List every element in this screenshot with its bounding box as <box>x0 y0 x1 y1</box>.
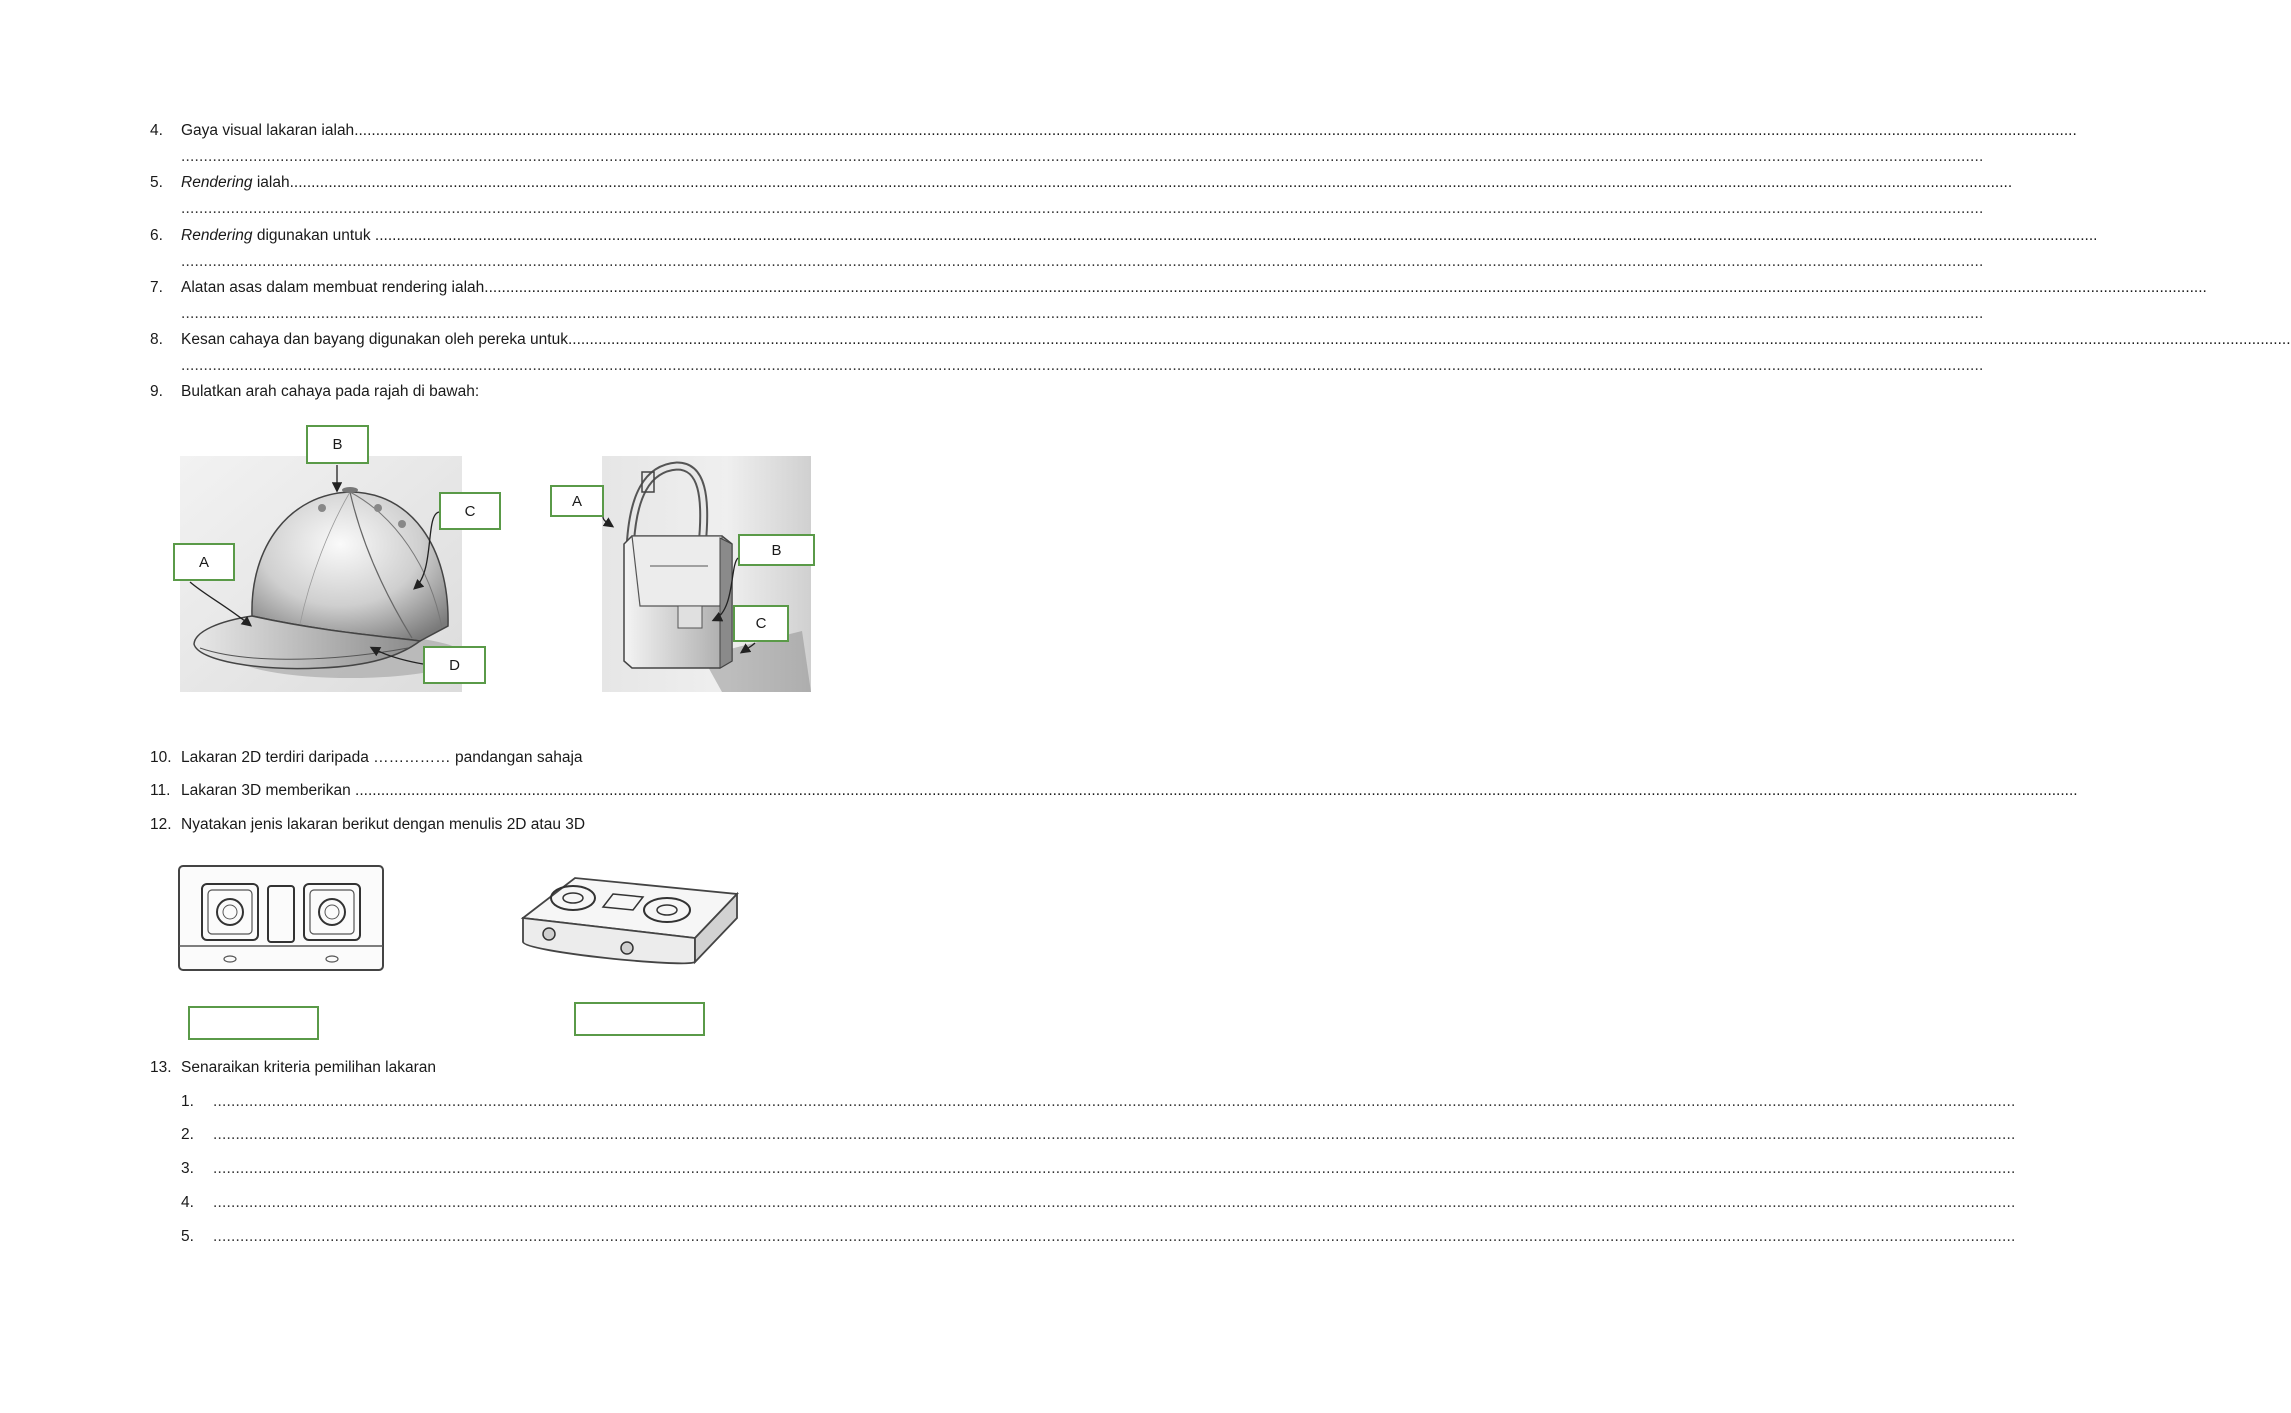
stove-2d-sketch <box>176 862 386 974</box>
item-number: 3. <box>181 1160 194 1177</box>
item-number: 1. <box>181 1093 194 1110</box>
question-number: 8. <box>150 331 163 348</box>
answer-blank[interactable]: …………… <box>373 749 451 766</box>
answer-box-2d-3d-right[interactable] <box>574 1002 705 1036</box>
answer-line[interactable]: ................................................................................................................................................................................................................................................................................................................................................................................................................ <box>181 357 1984 374</box>
question-number: 10. <box>150 749 172 766</box>
bag-label-a[interactable]: A <box>550 485 604 517</box>
question-text: Gaya visual lakaran ialah................................................................................................................................................................................................................................................................................................................................................................................................................ <box>181 122 2077 139</box>
answer-line[interactable]: ................................................................................................................................................................................................................................................................................................................................................................................................................ <box>181 200 1984 217</box>
stove-3d-sketch <box>515 858 745 978</box>
question-11 <box>150 780 2078 802</box>
question-12 <box>150 814 865 836</box>
answer-box-2d-3d-left[interactable] <box>188 1006 319 1040</box>
criteria-item-1[interactable]: 1. ................................................................................................................................................................................................................................................................................................................................................................................................................ <box>181 1091 831 1113</box>
question-10 <box>150 747 865 769</box>
question-number: 9. <box>150 383 163 400</box>
question-text: Lakaran 3D memberikan ................................................................................................................................................................................................................................................................................................................................................................................................................ <box>181 782 2078 799</box>
criteria-item-3[interactable]: 3. ................................................................................................................................................................................................................................................................................................................................................................................................................ <box>181 1158 831 1180</box>
answer-line[interactable]: ................................................................................................................................................................................................................................................................................................................................................................................................................ <box>181 148 1984 165</box>
stove-2d-drawing <box>176 862 386 974</box>
question-text: Nyatakan jenis lakaran berikut dengan menulis 2D atau 3D <box>181 816 586 833</box>
question-text: Alatan asas dalam membuat rendering ialah................................................................................................................................................................................................................................................................................................................................................................................................................ <box>181 279 2207 296</box>
question-number: 6. <box>150 227 163 244</box>
criteria-item-4[interactable]: 4. ................................................................................................................................................................................................................................................................................................................................................................................................................ <box>181 1192 831 1214</box>
cap-label-c[interactable]: C <box>439 492 501 530</box>
criteria-item-2[interactable]: 2. ................................................................................................................................................................................................................................................................................................................................................................................................................ <box>181 1124 831 1146</box>
question-number: 4. <box>150 122 163 139</box>
cap-label-d[interactable]: D <box>423 646 486 684</box>
item-number: 4. <box>181 1194 194 1211</box>
cap-label-b[interactable]: B <box>306 425 369 464</box>
question-text: Bulatkan arah cahaya pada rajah di bawah: <box>181 383 480 400</box>
question-number: 12. <box>150 816 172 833</box>
cap-label-a[interactable]: A <box>173 543 235 581</box>
bag-label-c[interactable]: C <box>733 605 789 642</box>
bag-label-b[interactable]: B <box>738 534 815 566</box>
question-text: Senaraikan kriteria pemilihan lakaran <box>181 1059 437 1076</box>
question-number: 13. <box>150 1059 172 1076</box>
question-number: 7. <box>150 279 163 296</box>
question-number: 5. <box>150 174 163 191</box>
item-number: 2. <box>181 1126 194 1143</box>
item-number: 5. <box>181 1228 194 1245</box>
question-number: 11. <box>150 782 171 799</box>
stove-3d-drawing <box>515 858 745 978</box>
question-text: Rendering ialah................................................................................................................................................................................................................................................................................................................................................................................................................ <box>181 174 2013 191</box>
question-13 <box>150 1057 865 1079</box>
question-text: Lakaran 2D terdiri daripada …………… pandangan sahaja <box>181 749 583 766</box>
answer-line[interactable]: ................................................................................................................................................................................................................................................................................................................................................................................................................ <box>181 253 1984 270</box>
answer-line[interactable]: ................................................................................................................................................................................................................................................................................................................................................................................................................ <box>181 305 1984 322</box>
criteria-item-5[interactable]: 5. ................................................................................................................................................................................................................................................................................................................................................................................................................ <box>181 1226 831 1248</box>
question-text: Rendering digunakan untuk ................................................................................................................................................................................................................................................................................................................................................................................................................ <box>181 227 2098 244</box>
question-text: Kesan cahaya dan bayang digunakan oleh pereka untuk................................................................................................................................................................................................................................................................................................................................................................................................................ <box>181 331 2291 348</box>
